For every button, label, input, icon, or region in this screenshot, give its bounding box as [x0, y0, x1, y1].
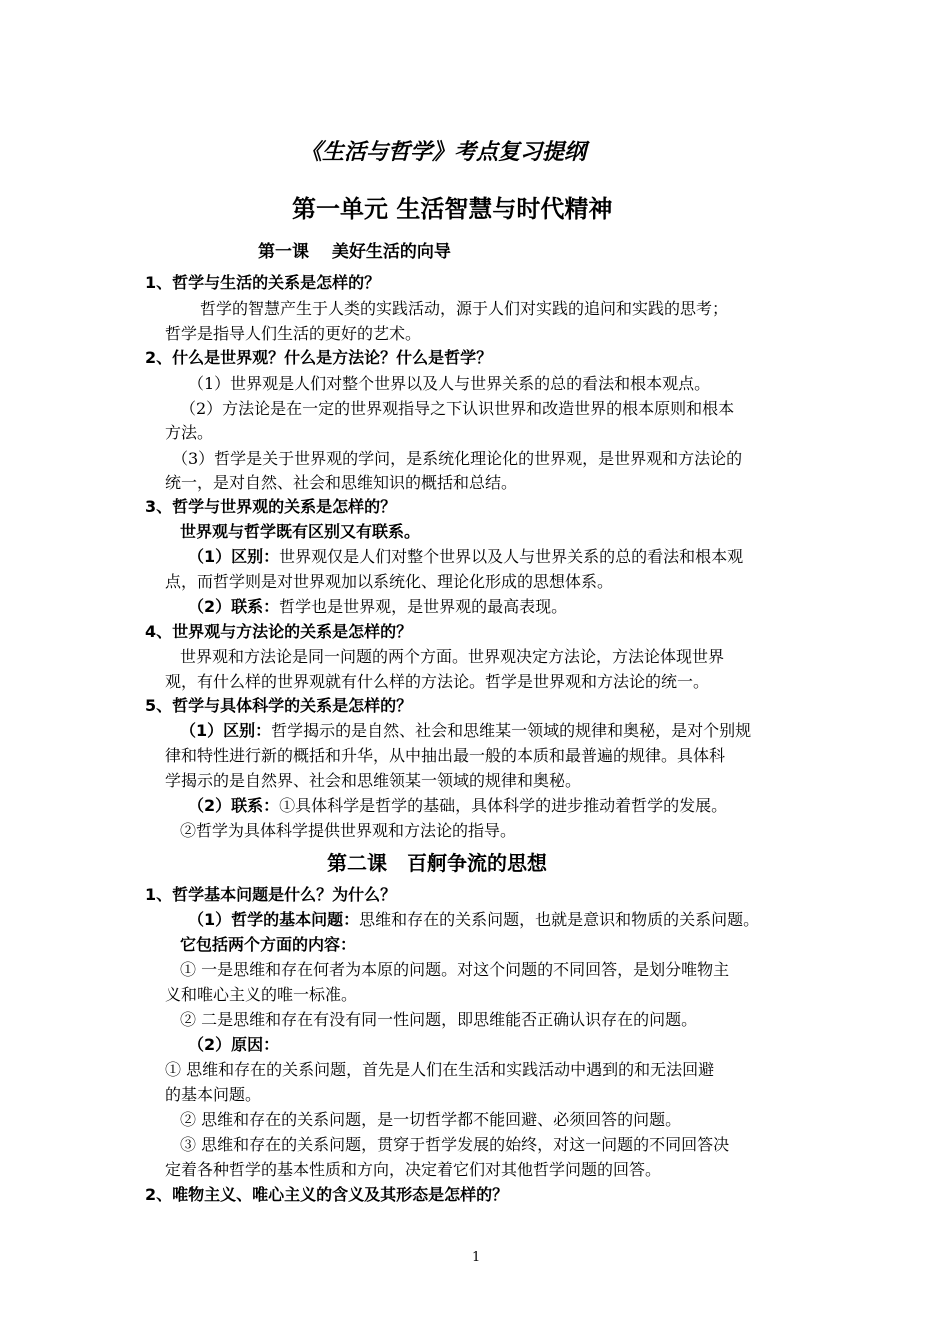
item-text: 思维和存在的关系问题，也就是意识和物质的关系问题。: [359, 910, 760, 929]
answer-text: 统一，是对自然、社会和思维知识的概括和总结。: [165, 473, 518, 492]
item-text: 哲学揭示的是自然、社会和思维某一领域的规律和奥秘，是对个别规: [271, 721, 752, 740]
lesson1-heading: 第一课 美好生活的向导: [258, 242, 451, 262]
answer-item: [188, 595, 567, 619]
answer-text: 点，而哲学则是对世界观加以系统化、理论化形成的思想体系。: [165, 572, 614, 591]
answer-text: ③ 思维和存在的关系问题，贯穿于哲学发展的始终，对这一问题的不同回答决: [180, 1135, 730, 1154]
answer-text: 学揭示的是自然界、社会和思维领某一领域的规律和奥秘。: [165, 771, 582, 790]
unit-heading: 第一单元 生活智慧与时代精神: [292, 195, 613, 223]
question-4: 4、世界观与方法论的关系是怎样的？: [145, 622, 413, 641]
answer-text: （1）世界观是人们对整个世界以及人与世界关系的总的看法和根本观点。: [188, 374, 711, 393]
answer-item: [188, 545, 743, 569]
answer-text: 世界观和方法论是同一问题的两个方面。世界观决定方法论，方法论体现世界: [180, 647, 725, 666]
item-label: （2）联系：: [188, 597, 280, 616]
answer-text: ① 思维和存在的关系问题，首先是人们在生活和实践活动中遇到的和无法回避: [165, 1060, 715, 1079]
answer-lead: 世界观与哲学既有区别又有联系。: [180, 522, 421, 541]
question-2: 2、什么是世界观？什么是方法论？什么是哲学？: [145, 348, 493, 367]
question-5: 5、哲学与具体科学的关系是怎样的？: [145, 696, 413, 715]
item-text: 哲学也是世界观，是世界观的最高表现。: [279, 597, 568, 616]
answer-text: （3）哲学是关于世界观的学问，是系统化理论化的世界观，是世界观和方法论的: [172, 449, 743, 468]
item-label: （1）区别：: [188, 547, 280, 566]
answer-text: ②哲学为具体科学提供世界观和方法论的指导。: [180, 821, 517, 840]
answer-text: ② 二是思维和存在有没有同一性问题，即思维能否正确认识存在的问题。: [180, 1010, 698, 1029]
answer-text: 方法。: [165, 423, 214, 442]
answer-text: 哲学的智慧产生于人类的实践活动，源于人们对实践的追问和实践的思考；: [200, 299, 729, 318]
answer-text: 观，有什么样的世界观就有什么样的方法论。哲学是世界观和方法论的统一。: [165, 672, 710, 691]
item-text: ①具体科学是哲学的基础，具体科学的进步推动着哲学的发展。: [279, 796, 728, 815]
lesson2-heading: 第二课 百舸争流的思想: [327, 851, 547, 875]
answer-item: [180, 719, 751, 743]
question-1: 1、哲学与生活的关系是怎样的？: [145, 273, 381, 292]
item-label: （1）哲学的基本问题：: [188, 910, 360, 929]
item-label: （2）原因：: [188, 1035, 280, 1054]
answer-text: 的基本问题。: [165, 1085, 262, 1104]
answer-text: 定着各种哲学的基本性质和方向，决定着它们对其他哲学问题的回答。: [165, 1160, 662, 1179]
answer-lead: 它包括两个方面的内容：: [180, 935, 357, 954]
answer-text: ① 一是思维和存在何者为本原的问题。对这个问题的不同回答，是划分唯物主: [180, 960, 730, 979]
lesson2-question-2: 2、唯物主义、唯心主义的含义及其形态是怎样的？: [145, 1185, 509, 1204]
answer-item: [188, 908, 759, 932]
answer-text: 哲学是指导人们生活的更好的艺术。: [165, 324, 422, 343]
answer-text: 律和特性进行新的概括和升华，从中抽出最一般的本质和最普遍的规律。具体科: [165, 746, 726, 765]
page-number: 1: [472, 1250, 481, 1265]
answer-text: ② 思维和存在的关系问题，是一切哲学都不能回避、必须回答的问题。: [180, 1110, 682, 1129]
answer-item: [188, 794, 727, 818]
item-text: 世界观仅是人们对整个世界以及人与世界关系的总的看法和根本观: [279, 547, 744, 566]
question-3: 3、哲学与世界观的关系是怎样的？: [145, 497, 397, 516]
lesson2-question-1: 1、哲学基本问题是什么？为什么？: [145, 885, 397, 904]
item-label: （2）联系：: [188, 796, 280, 815]
document-title: 《生活与哲学》考点复习提纲: [300, 139, 587, 165]
item-label: （1）区别：: [180, 721, 272, 740]
answer-text: （2）方法论是在一定的世界观指导之下认识世界和改造世界的根本原则和根本: [180, 399, 735, 418]
answer-text: 义和唯心主义的唯一标准。: [165, 985, 358, 1004]
